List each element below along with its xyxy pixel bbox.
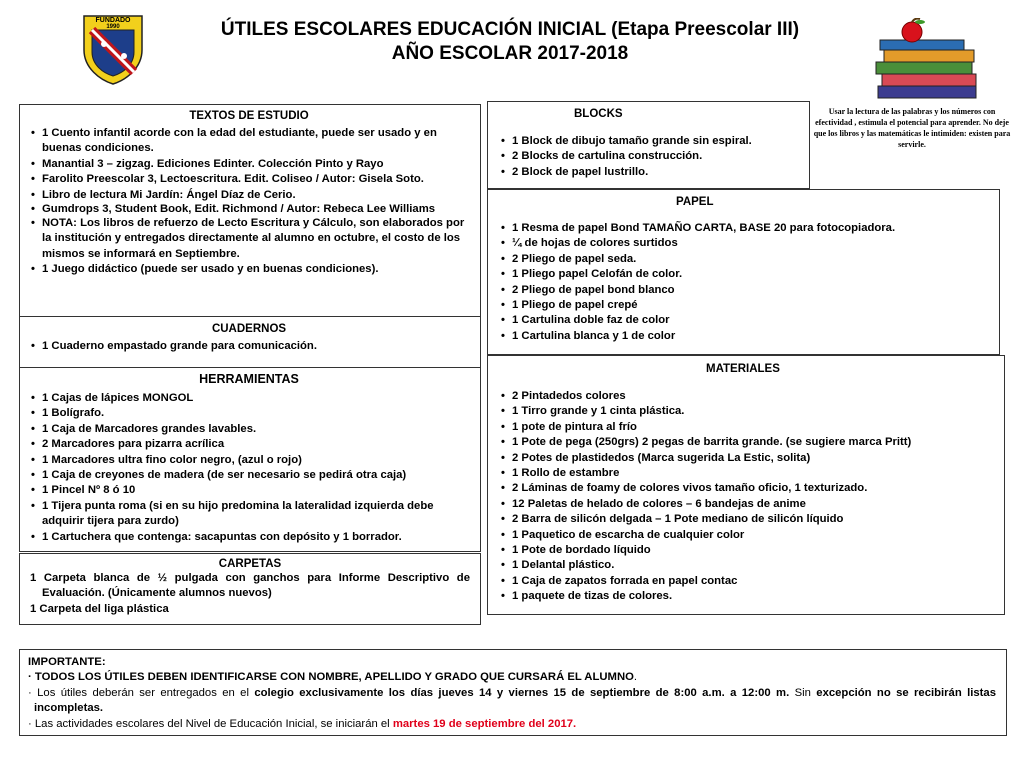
list-item: • 1 Caja de creyones de madera (de ser necesario se pedirá otra caja) (26, 468, 472, 483)
list-item: • 1 Bolígrafo. (26, 406, 472, 421)
papel-box (487, 189, 1000, 355)
list-item: • 2 Block de papel lustrillo. (496, 165, 801, 180)
carpetas-item: 1 Carpeta del liga plástica (30, 602, 169, 615)
list-item: • 2 Pliego de papel seda. (496, 252, 991, 267)
school-logo (80, 10, 146, 86)
list-item: • 1 Delantal plástico. (496, 558, 996, 573)
list-item: • 2 Blocks de cartulina construcción. (496, 149, 801, 164)
importante-line-3-a: · Las actividades escolares del Nivel de Educación Inicial, se iniciarán el (28, 717, 393, 730)
list-item: • 1 Pincel Nº 8 ó 10 (26, 483, 472, 498)
importante-line-2-c: Sin (789, 686, 817, 699)
materiales-list (496, 389, 996, 605)
herramientas-box (19, 367, 481, 552)
textos-title: TEXTOS DE ESTUDIO (189, 110, 309, 122)
importante-line-2-b: colegio exclusivamente los días jueves 14 y viernes 15 de septiembre de 8:00 a.m. a 12:00 m. (254, 686, 790, 699)
list-item: • 2 Marcadores para pizarra acrílica (26, 437, 472, 452)
list-item: • 1 paquete de tizas de colores. (496, 589, 996, 604)
blocks-title: BLOCKS (574, 108, 623, 120)
list-item: • 1 Caja de Marcadores grandes lavables. (26, 422, 472, 437)
title-line-2: AÑO ESCOLAR 2017-2018 (391, 43, 629, 64)
papel-title: PAPEL (676, 196, 714, 208)
materiales-box (487, 355, 1005, 615)
page-title (170, 18, 850, 66)
motivational-note: Usar la lectura de las palabras y los números con efectividad , estimula el potencial para aprender. No deje que los libros y las matemáticas le intimiden: existen para servirle. (813, 107, 1011, 149)
list-item: • 1 Tirro grande y 1 cinta plástica. (496, 404, 996, 419)
list-item: • 1 Pliego de papel crepé (496, 298, 991, 313)
list-item: • 1 Resma de papel Bond TAMAÑO CARTA, BASE 20 para fotocopiadora. (496, 221, 991, 236)
list-item: • NOTA: Los libros de refuerzo de Lecto Escritura y Cálculo, son elaborados por la institución y entregados directamente al alumno en octubre, el costo de los mismos se informará en Septiembre. (26, 216, 472, 262)
materiales-title: MATERIALES (706, 363, 780, 375)
importante-line-2 (28, 686, 996, 717)
importante-start-date: martes 19 de septiembre del 2017. (392, 717, 577, 730)
list-item: • Farolito Preescolar 3, Lectoescritura. Edit. Coliseo / Autor: Gisela Soto. (26, 172, 472, 187)
list-item: • 1 Block de dibujo tamaño grande sin espiral. (496, 134, 801, 149)
list-item: • 12 Paletas de helado de colores – 6 bandejas de anime (496, 497, 996, 512)
title-line-1: ÚTILES ESCOLARES EDUCACIÓN INICIAL (Etapa Preescolar III) (220, 19, 800, 40)
list-item: • Manantial 3 – zigzag. Ediciones Edinter. Colección Pinto y Rayo (26, 157, 472, 172)
list-item: • 1 Cuento infantil acorde con la edad del estudiante, puede ser usado y en buenas condiciones. (26, 126, 472, 157)
list-item: • 1 Cartuchera que contenga: sacapuntas con depósito y 1 borrador. (26, 530, 472, 545)
list-item: • Libro de lectura Mi Jardín: Ángel Díaz de Cerio. (26, 188, 472, 203)
list-item: • 1 Pote de pega (250grs) 2 pegas de barrita grande. (se sugiere marca Pritt) (496, 435, 996, 450)
list-item: • 2 Pintadedos colores (496, 389, 996, 404)
cuadernos-box (19, 316, 481, 368)
blocks-box (487, 101, 810, 189)
cuadernos-list (26, 339, 472, 354)
importante-line-1-end: . (633, 671, 638, 684)
papel-list (496, 221, 991, 344)
cuadernos-title: CUADERNOS (211, 323, 287, 335)
textos-list (26, 126, 472, 278)
list-item: • 2 Láminas de foamy de colores vivos tamaño oficio, 1 texturizado. (496, 481, 996, 496)
importante-title: IMPORTANTE: (28, 656, 106, 668)
list-item: • 2 Potes de plastidedos (Marca sugerida La Estic, solita) (496, 451, 996, 466)
list-item: • 1 pote de pintura al frío (496, 420, 996, 435)
list-item: • ¼ de hojas de colores surtidos (496, 236, 991, 251)
list-item: • 2 Pliego de papel bond blanco (496, 283, 991, 298)
logo-founded-text: FUNDADO (95, 17, 131, 24)
carpetas-title: CARPETAS (218, 558, 282, 570)
list-item: • 1 Paquetico de escarcha de cualquier color (496, 528, 996, 543)
list-item: • 1 Caja de zapatos forrada en papel contac (496, 574, 996, 589)
importante-box (19, 649, 1007, 736)
list-item: • 1 Rollo de estambre (496, 466, 996, 481)
herramientas-title: HERRAMIENTAS (199, 372, 299, 386)
importante-line-2-a: · Los útiles deberán ser entregados en el (28, 686, 255, 699)
blocks-list (496, 134, 801, 180)
list-item: • Gumdrops 3, Student Book, Edit. Richmond / Autor: Rebeca Lee Williams (26, 203, 472, 216)
carpetas-item: 1 Carpeta blanca de ½ pulgada con ganchos para Informe Descriptivo de Evaluación. (Únicamente alumnos nuevos) (30, 572, 470, 600)
list-item: • 1 Cartulina doble faz de color (496, 313, 991, 328)
list-item: • 1 Pliego papel Celofán de color. (496, 267, 991, 282)
list-item: • 1 Juego didáctico (puede ser usado y en buenas condiciones). (26, 262, 472, 277)
logo-year: 1990 (106, 24, 120, 30)
herramientas-list (26, 391, 472, 545)
list-item: • 1 Cajas de lápices MONGOL (26, 391, 472, 406)
books-apple-illustration (868, 18, 988, 104)
importante-line-2-d: excepción no se recibirán listas incompletas. (34, 686, 996, 715)
list-item: • 1 Cuaderno empastado grande para comunicación. (26, 339, 472, 354)
list-item: • 1 Marcadores ultra fino color negro, (azul o rojo) (26, 453, 472, 468)
list-item: • 1 Cartulina blanca y 1 de color (496, 329, 991, 344)
carpetas-box (19, 553, 481, 625)
textos-de-estudio-box (19, 104, 481, 317)
importante-line-1 (28, 670, 996, 685)
list-item: • 1 Tijera punta roma (si en su hijo predomina la lateralidad izquierda debe adquirir tijera para zurdo) (26, 499, 472, 530)
importante-line-1-text: · TODOS LOS ÚTILES DEBEN IDENTIFICARSE CON NOMBRE, APELLIDO Y GRADO QUE CURSARÁ EL ALUMNO (28, 671, 634, 684)
importante-line-3 (28, 717, 996, 732)
list-item: • 1 Pote de bordado líquido (496, 543, 996, 558)
list-item: • 2 Barra de silicón delgada – 1 Pote mediano de silicón líquido (496, 512, 996, 527)
